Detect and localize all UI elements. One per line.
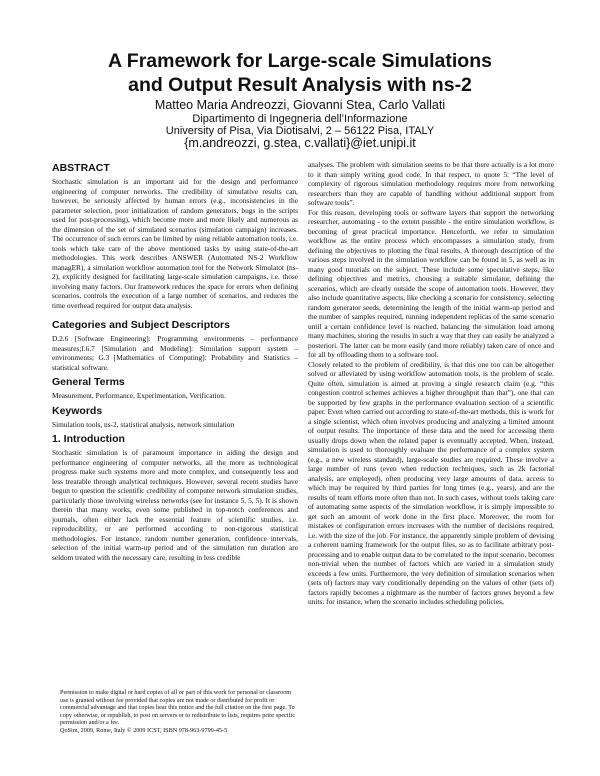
keywords-heading: Keywords xyxy=(52,404,103,417)
intro-heading: 1. Introduction xyxy=(52,433,125,445)
general-terms-text: Measurement, Performance, Experimentation, Verification. xyxy=(52,391,226,400)
abstract-text: Stochastic simulation is an important aid for the design and performance engineering of computer networks. The credibility of simulative results can, however, be seriously affected by human errors (e.g., inconsistencies in the parameter selection, poor initialization of random generators, bugs in the scripts used for post-processing), which become more and more likely and numerous as the dimension of the set of simulated scenarios (simulation campaign) increases. The occurrence of such errors can be limited by using reliable automation tools, i.e. tools which take care of the above mentioned tasks by using state-of-the-art methodologies. This work describes ANSWER (Automated NS-2 Workflow managER), a simulation workflow automation tool for the Network Simulator (ns-2), explicitly designed for facilitating large-scale simulation campaigns, i.e. those involving many factors. Our framework reduces the space for errors when defining scenarios, controls the execution of a large number of scenarios, and reduces the time overhead required for output data analysis. xyxy=(52,177,298,310)
left-column xyxy=(52,162,298,562)
address: University of Pisa, Via Diotisalvi, 2 – 56122 Pisa, ITALY xyxy=(165,125,435,137)
right-column xyxy=(308,160,554,607)
authors: Matteo Maria Andreozzi, Giovanni Stea, Carlo Vallati xyxy=(154,98,446,112)
categories-text: D.2.6 [Software Engineering]: Programming environments – performance measures;I.6.7 [Simulation and Modeling]: Simulation support system – environments; G.3 [Mathematics of Computing]: Probability and Statistics – statistical software. xyxy=(52,334,298,372)
keywords-text: Simulation tools, ns-2, statistical analysis, network simulation xyxy=(52,419,235,429)
categories-heading: Categories and Subject Descriptors xyxy=(52,319,230,331)
paper-title-line-1: A Framework for Large-scale Simulations xyxy=(108,50,492,72)
copyright-footnote xyxy=(60,689,300,735)
general-terms-heading: General Terms xyxy=(52,376,125,388)
emails: {m.andreozzi, g.stea, c.vallati}@iet.unipi.it xyxy=(184,136,416,150)
abstract-heading: ABSTRACT xyxy=(52,162,110,174)
paper-title-line-2: and Output Result Analysis with ns-2 xyxy=(128,74,472,96)
intro-text: Stochastic simulation is of paramount importance in aiding the design and performance engineering of computer networks, all the more as technological progress make such systems more and more complex, and consequently less and less treatable through analytical techniques. However, several recent studies have begun to question the scientific credibility of computer network simulation studies, particularly those involving wireless networks (see for instance 5, 5, 5). It is shown therein that many works, even some published in top-notch conferences and journals, often either lack the essential feature of scientific studies, i.e. reproducibility, or are performed according to non-rigorous statistical methodologies. For instance, random number generation, confidence intervals, selection of the initial warm-up period and of the simulation run duration are seldom treated with the necessary care, resulting in less credible xyxy=(52,448,298,562)
right-paragraph-2: For this reason, developing tools or software layers that support the networking researcher, automating - to the extent possible - the entire simulation workflow, is becoming of great practical importance. Henceforth, we refer to simulation workflow as the entire process which encompasses a simulation study, from defining the objectives to plotting the final results. A thorough description of the various steps involved in the simulation workflow can be found in 5, as well as in many good tutorials on the subject. These include some speculative steps, like defining objectives and metrics, choosing a suitable simulator, defining the scenarios, which are clearly outside the scope of automation tools. However, they also include quantitative aspects, like checking a scenario for consistency, selecting random generator seeds, determining the length of the initial warm-up period and the number of samples required, running independent replicas of the same scenario until a certain confidence level is reached, balancing the simulation load among many machines, storing the results in such a way that they can easily be analyzed a posteriori. The latter can be more easily (and more reliably) taken care of once and for all by offloading them to a software tool. xyxy=(308,207,554,359)
venue-line: QoSim, 2009, Rome, Italy © 2009 ICST, ISBN 978-963-9799-45-5 xyxy=(60,726,228,734)
right-paragraph-1: analyses. The problem with simulation seems to be that there actually is a lot more to it than simply writing good code. In that respect, to quote 5: “The level of complexity of rigorous simulation methodology requires more from networking researchers than they are capable of handling without additional support from software tools”. xyxy=(308,160,554,207)
department: Dipartimento di Ingegneria dell’Informazione xyxy=(192,113,408,125)
right-paragraph-3: Closely related to the problem of credibility, is that this one too can be altogether solved or alleviated by using workflow automation tools, is the problem of scale. Quite often, simulation is aimed at proving a single research claim (e.g. “this congestion control schemes achieves a higher throughput than that”), one that can be supported by few graphs in the performance evaluation section of a scientific paper. Even when carried out according to state-of-the-art methods, this is work for a single scientist, which often involves producing and analyzing a limited amount of output results. The importance of these data and the need for accessing them usually drops down when the related paper is eventually accepted. When, instead, simulation is used to thoroughly evaluate the performance of a complex system (e.g., a new wireless standard), large-scale studies are required. These involve a large number of runs (even when reduction techniques, such as 2k factorial analysis, are employed), often producing very large amounts of data, access to which may be required by third parties for long times (e.g., years), and are the results of team efforts more often than not. In such cases, without tools taking care of automating some aspects of the simulation workflow, it is simply impossible to get such an amount of work done in the first place. Moreover, the room for mistakes or configuration errors increases with the number of decisions required, i.e. with the size of the job. For instance, the apparently simple problem of devising a coherent naming framework for the output files, so as to facilitate arbitrary post-processing and to enable output data to be correlated to the input scenario, becomes non-trivial when the number of factors which are varied in a simulation study exceeds a few units. Furthermore, the very definition of simulation scenarios when (sets of) factors may vary conditionally depending on the values of other (sets of) factors rapidly becomes a nightmare as the number of factors grows beyond a few units: for instance, when the scenario includes scheduling policies, xyxy=(308,359,554,606)
permission-notice: Permission to make digital or hard copies of all or part of this work for personal or classroom use is granted without fee provided that copies are not made or distributed for profit or commercial advantage and that copies bear this notice and the full citation on the first page. To copy otherwise, or republish, to post on servers or to redistribute to lists, requires prior specific permission and/or a fee. xyxy=(60,689,296,727)
